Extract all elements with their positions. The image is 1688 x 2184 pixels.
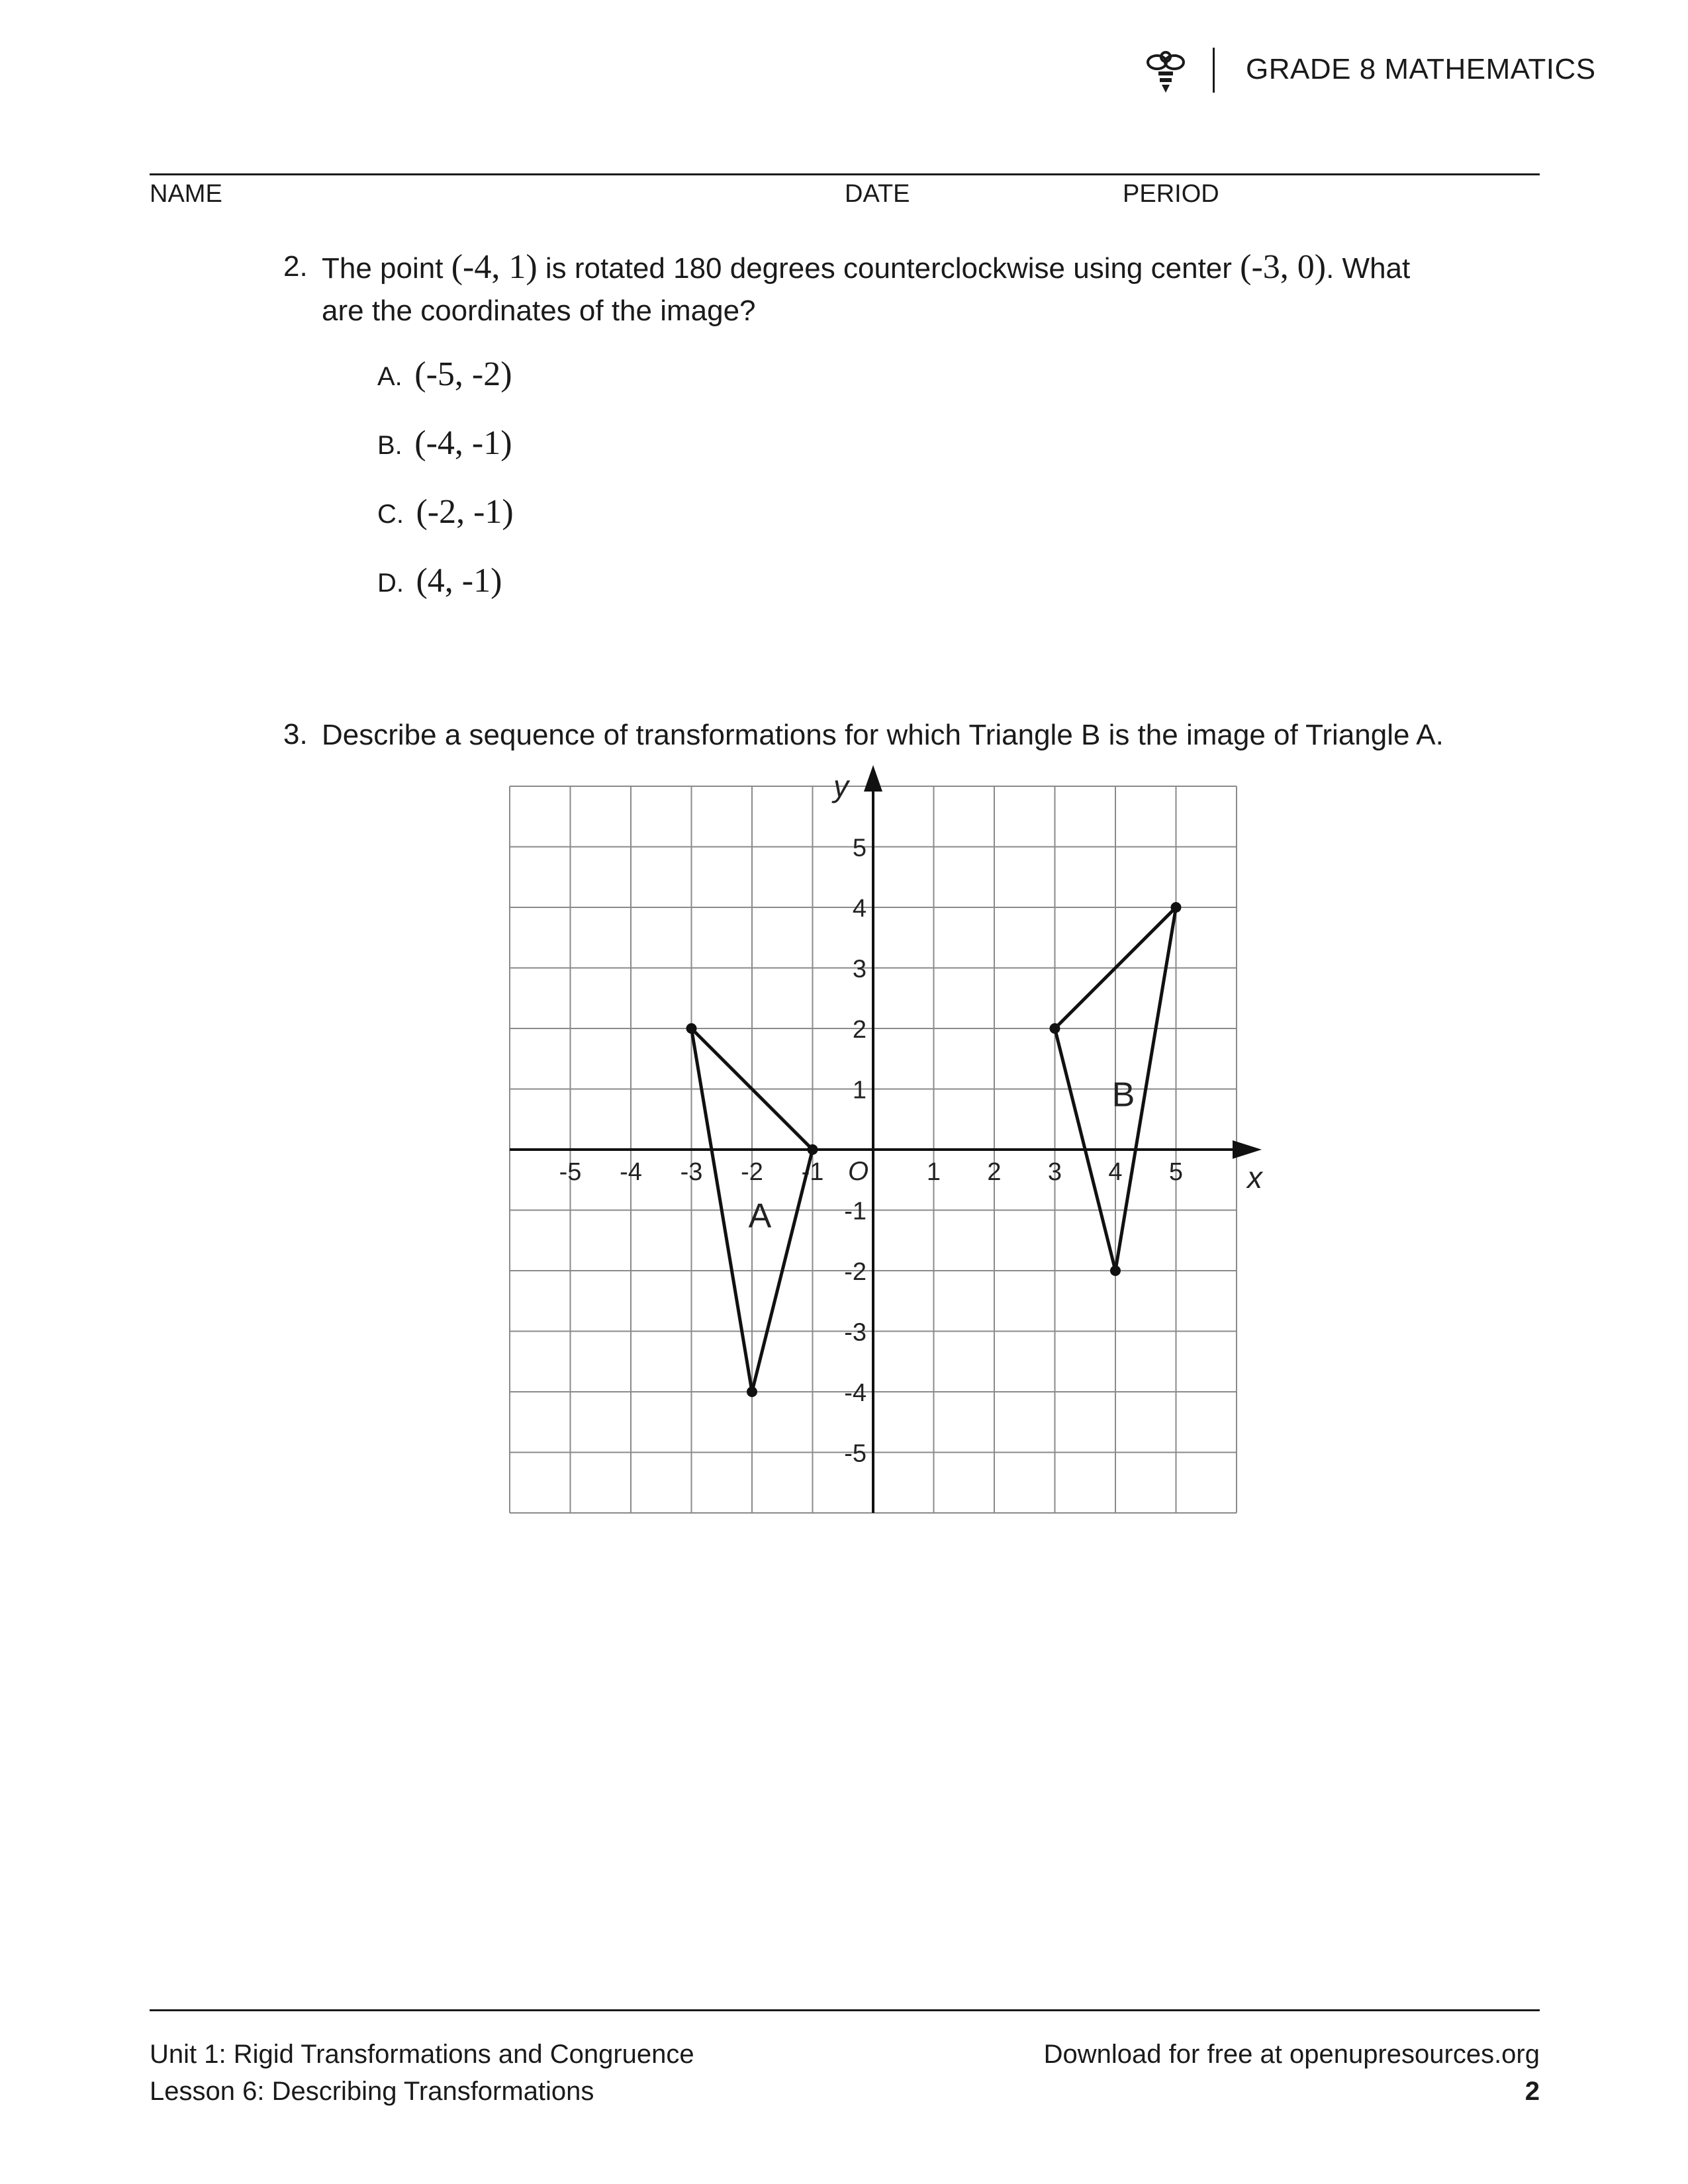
- option-b[interactable]: [377, 424, 512, 463]
- question-2-number: 2.: [283, 250, 308, 283]
- footer-lesson: Lesson 6: Describing Transformations: [150, 2077, 594, 2106]
- option-d[interactable]: [377, 561, 502, 600]
- option-letter: D.: [377, 569, 404, 598]
- center-coordinates: (-3, 0): [1240, 248, 1327, 286]
- option-value: (-2, -1): [416, 493, 514, 531]
- y-tick-label: -1: [844, 1197, 867, 1226]
- x-tick-label: 3: [1047, 1158, 1062, 1186]
- footer-rule: [150, 2009, 1540, 2011]
- option-c[interactable]: [377, 492, 514, 531]
- x-tick-label: -5: [559, 1158, 582, 1186]
- option-letter: A.: [377, 362, 402, 391]
- y-axis-label: y: [833, 769, 849, 803]
- header-rule: [150, 173, 1540, 175]
- coordinate-grid: [503, 769, 1262, 1516]
- triangle-b-label: B: [1111, 1075, 1135, 1115]
- question-2-text: [322, 246, 1447, 332]
- x-tick-label: 5: [1168, 1158, 1184, 1186]
- y-tick-label: 1: [852, 1076, 867, 1105]
- question-2-line-2: are the coordinates of the image?: [322, 295, 756, 327]
- header-title: GRADE 8 MATHEMATICS: [1246, 53, 1596, 85]
- option-value: (4, -1): [416, 562, 502, 600]
- x-tick-label: -1: [801, 1158, 824, 1186]
- question-2-middle: is rotated 180 degrees counterclockwise using center: [545, 252, 1232, 285]
- page-number: 2: [1524, 2077, 1540, 2106]
- y-tick-label: -4: [844, 1379, 867, 1407]
- question-2-trail: . What: [1326, 252, 1411, 285]
- question-3-number: 3.: [283, 718, 308, 751]
- y-tick-label: -3: [844, 1318, 867, 1347]
- option-value: (-4, -1): [414, 424, 512, 462]
- y-axis-arrow-icon: [864, 765, 882, 792]
- y-tick-label: -5: [844, 1439, 867, 1468]
- header-divider: [1213, 48, 1215, 93]
- x-tick-label: 1: [926, 1158, 941, 1186]
- date-label: DATE: [845, 180, 910, 208]
- option-letter: C.: [377, 500, 404, 529]
- option-a[interactable]: [377, 355, 512, 394]
- x-tick-label: -3: [680, 1158, 703, 1186]
- vertex-point: [1110, 1265, 1121, 1276]
- footer-download[interactable]: Download for free at openupresources.org: [1043, 2040, 1540, 2069]
- vertex-point: [1171, 902, 1182, 913]
- x-tick-label: -2: [741, 1158, 763, 1186]
- y-tick-label: 4: [852, 895, 867, 923]
- name-label: NAME: [150, 180, 222, 208]
- origin-label: O: [848, 1157, 869, 1186]
- y-tick-label: 2: [852, 1016, 867, 1044]
- triangle-a-label: A: [748, 1197, 772, 1236]
- bee-logo-icon: [1144, 48, 1188, 94]
- point-coordinates: (-4, 1): [451, 248, 538, 286]
- vertex-point: [808, 1144, 818, 1155]
- y-tick-label: 3: [852, 955, 867, 983]
- vertex-point: [747, 1387, 757, 1397]
- option-letter: B.: [377, 431, 402, 460]
- x-tick-label: -4: [620, 1158, 642, 1186]
- question-3-text: Describe a sequence of transformations for which Triangle B is the image of Triangle A.: [322, 719, 1444, 751]
- vertex-point: [1050, 1023, 1060, 1034]
- x-axis-arrow-icon: [1233, 1140, 1262, 1159]
- y-tick-label: 5: [852, 834, 867, 862]
- vertex-point: [686, 1023, 697, 1034]
- x-tick-label: 4: [1108, 1158, 1123, 1186]
- x-tick-label: 2: [987, 1158, 1002, 1186]
- y-tick-label: -2: [844, 1258, 867, 1286]
- x-axis-label: x: [1247, 1160, 1262, 1195]
- question-2-lead: The point: [322, 252, 444, 285]
- period-label: PERIOD: [1123, 180, 1219, 208]
- option-value: (-5, -2): [414, 355, 512, 393]
- footer-unit: Unit 1: Rigid Transformations and Congruence: [150, 2040, 694, 2069]
